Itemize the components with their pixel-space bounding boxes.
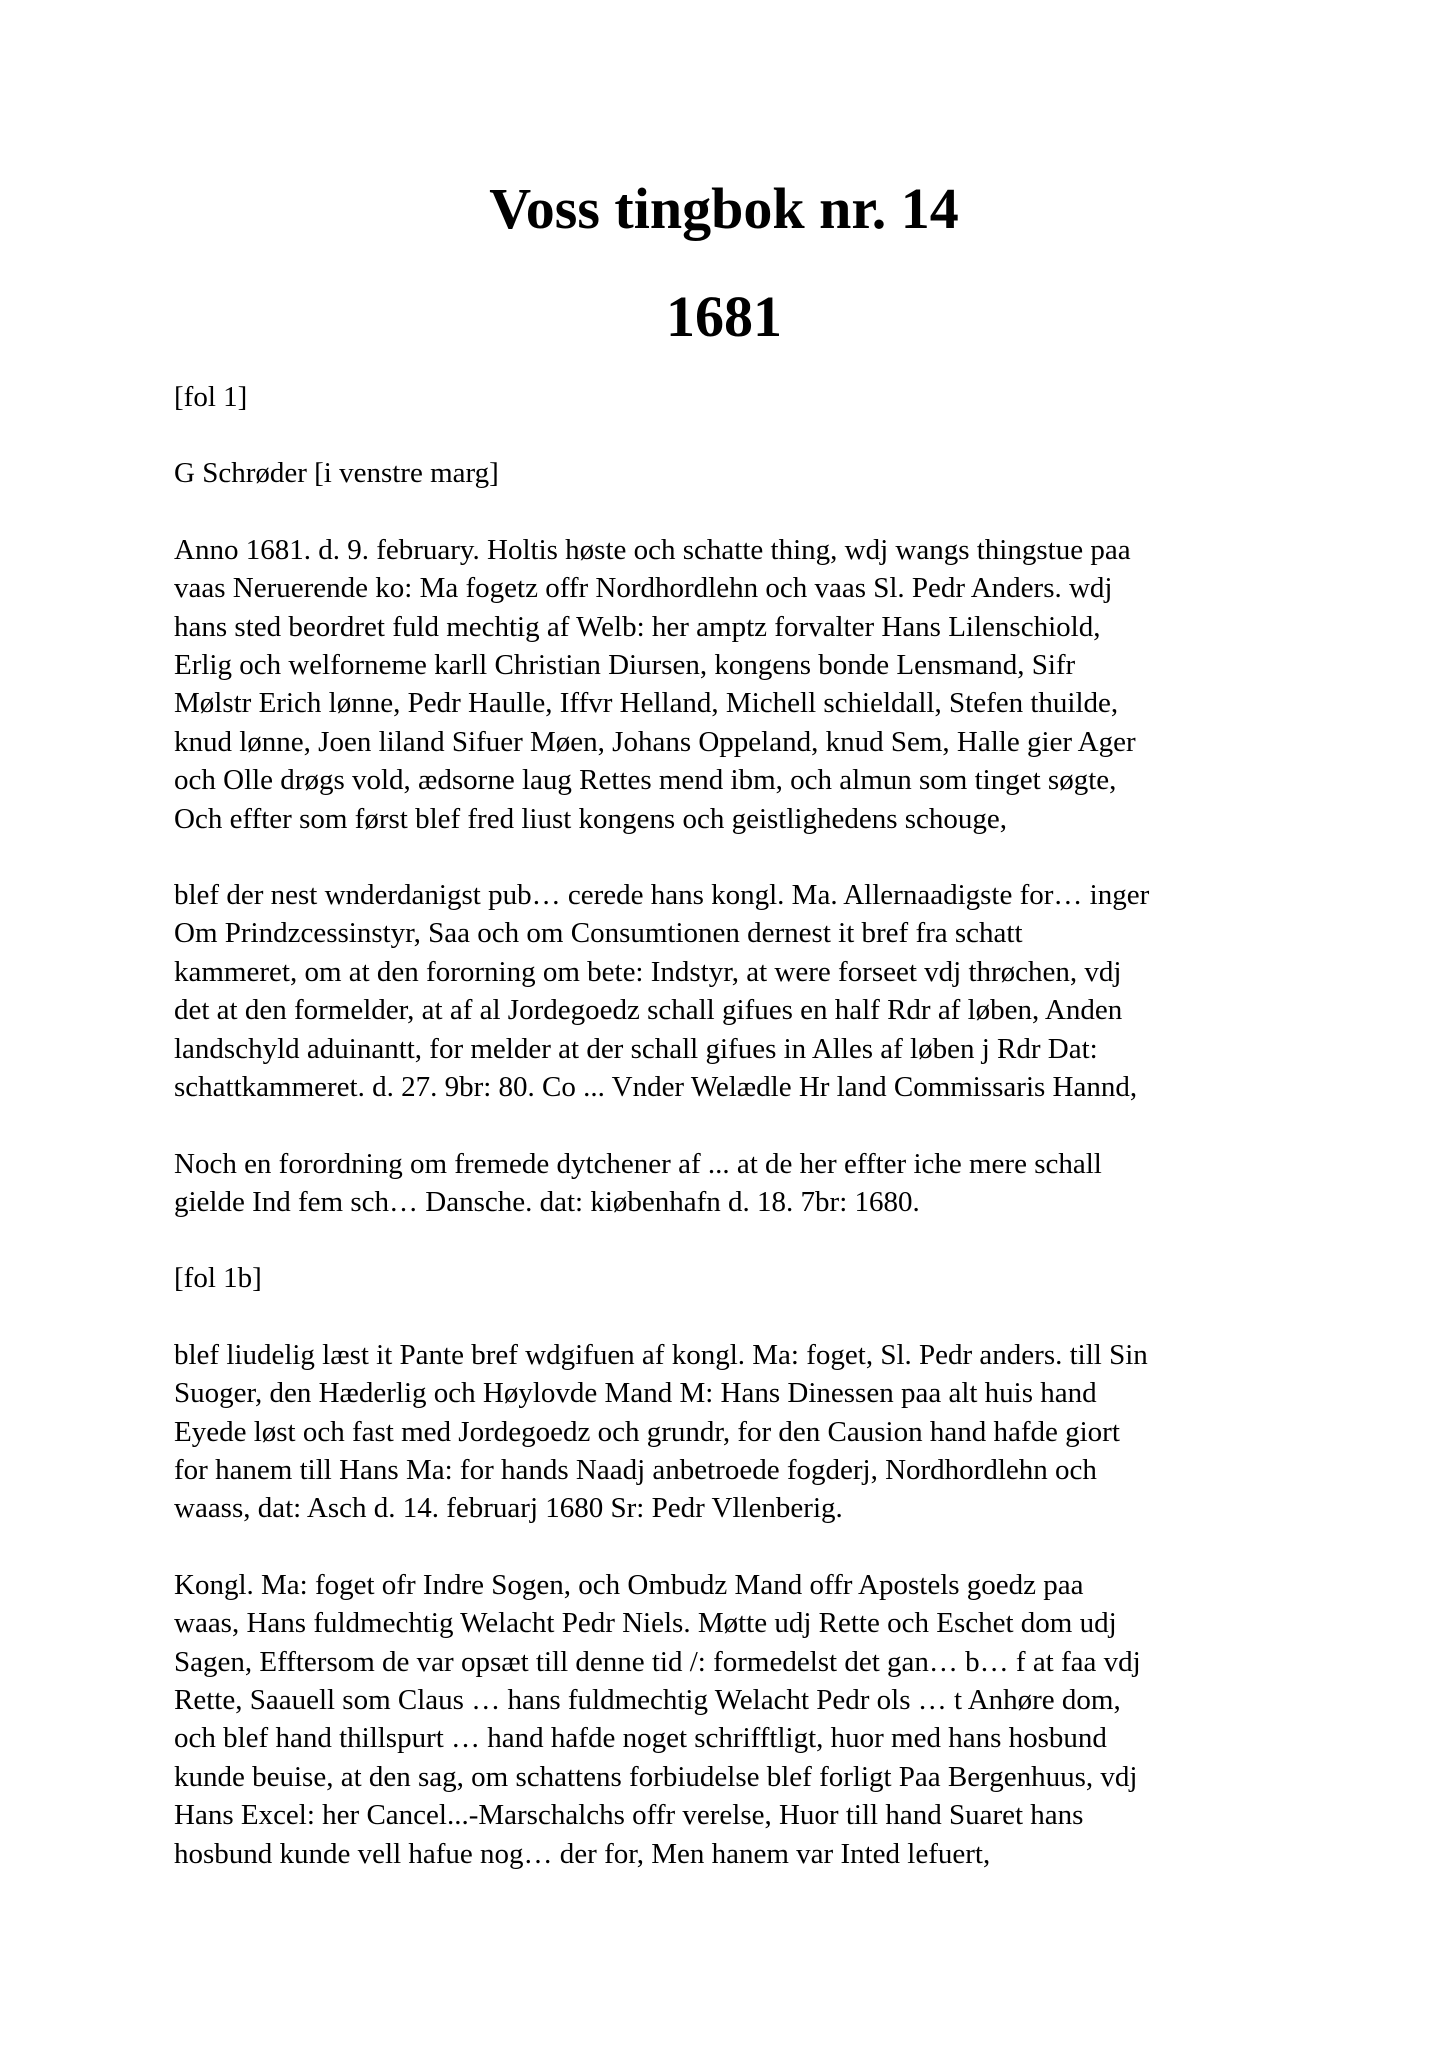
folio-marker: [fol 1] [174,381,248,413]
body-paragraph: Kongl. Ma: foget ofr Indre Sogen, och Ombudz Mand offr Apostels goedz paa waas, Hans fuldmechtig Welacht Pedr Niels. Møtte udj Rette och Eschet dom udj Sagen, Efftersom de var opsæt till denne tid /: formedelst det gan… b… f at faa vdj Rette, Saauell som Claus … hans fuldmechtig Welacht Pedr ols … t Anhøre dom, och blef hand thillspurt … hand hafde noget schrifftligt, huor med hans hosbund kunde beuise, at den sag, om schattens forbiudelse blef forligt Paa Bergenhuus, vdj Hans Excel: her Cancel...-Marschalchs offr verelse, Huor till hand Suaret hans hosbund kunde vell hafue nog… der for, Men hanem var Inted lefuert, [174,1568,1141,1870]
body-paragraph: Anno 1681. d. 9. february. Holtis høste och schatte thing, wdj wangs thingstue paa vaas Neruerende ko: Ma fogetz offr Nordhordlehn och vaas Sl. Pedr Anders. wdj hans sted beordret fuld mechtig af Welb: her amptz forvalter Hans Lilenschiold, Erlig och welforneme karll Christian Diursen, kongens bonde Lensmand, Sifr Mølstr Erich lønne, Pedr Haulle, Iffvr Helland, Michell schieldall, Stefen thuilde, knud lønne, Joen liland Sifuer Møen, Johans Oppeland, knud Sem, Halle gier Ager och Olle drøgs vold, ædsorne laug Rettes mend ibm, och almun som tinget søgte, Och effter som først blef fred liust kongens och geistlighedens schouge, [174,533,1136,835]
folio-marker: [fol 1b] [174,1262,262,1295]
document-year: 1681 [666,284,782,349]
margin-note: G Schrøder [i venstre marg] [174,457,499,490]
body-paragraph: blef der nest wnderdanigst pub… cerede hans kongl. Ma. Allernaadigste for… inger Om Prindzcessinstyr, Saa och om Consumtionen dernest it bref fra schatt kammeret, om at den fororning om bete: Indstyr, at were forseet vdj thrøchen, vdj det at den formelder, at af al Jordegoedz schall gifues en half Rdr af løben, Anden landschyld aduinantt, for melder at der schall gifues in Alles af løben j Rdr Dat: schattkammeret. d. 27. 9br: 80. Co ... Vnder Welædle Hr land Commissaris Hannd, [174,879,1150,1104]
document-body [174,378,1314,1911]
body-paragraph: Noch en forordning om fremede dytchener af ... at de her effter iche mere schall gielde Ind fem sch… Dansche. dat: kiøbenhafn d. 18. 7br: 1680. [174,1147,1102,1218]
document-title: Voss tingbok nr. 14 [489,176,959,241]
body-paragraph: blef liudelig læst it Pante bref wdgifuen af kongl. Ma: foget, Sl. Pedr anders. till Sin Suoger, den Hæderlig och Høylovde Mand M: Hans Dinessen paa alt huis hand Eyede løst och fast med Jordegoedz och grundr, for den Causion hand hafde giort for hanem till Hans Ma: for hands Naadj anbetroede fogderj, Nordhordlehn och waass, dat: Asch d. 14. februarj 1680 Sr: Pedr Vllenberig. [174,1338,1148,1525]
